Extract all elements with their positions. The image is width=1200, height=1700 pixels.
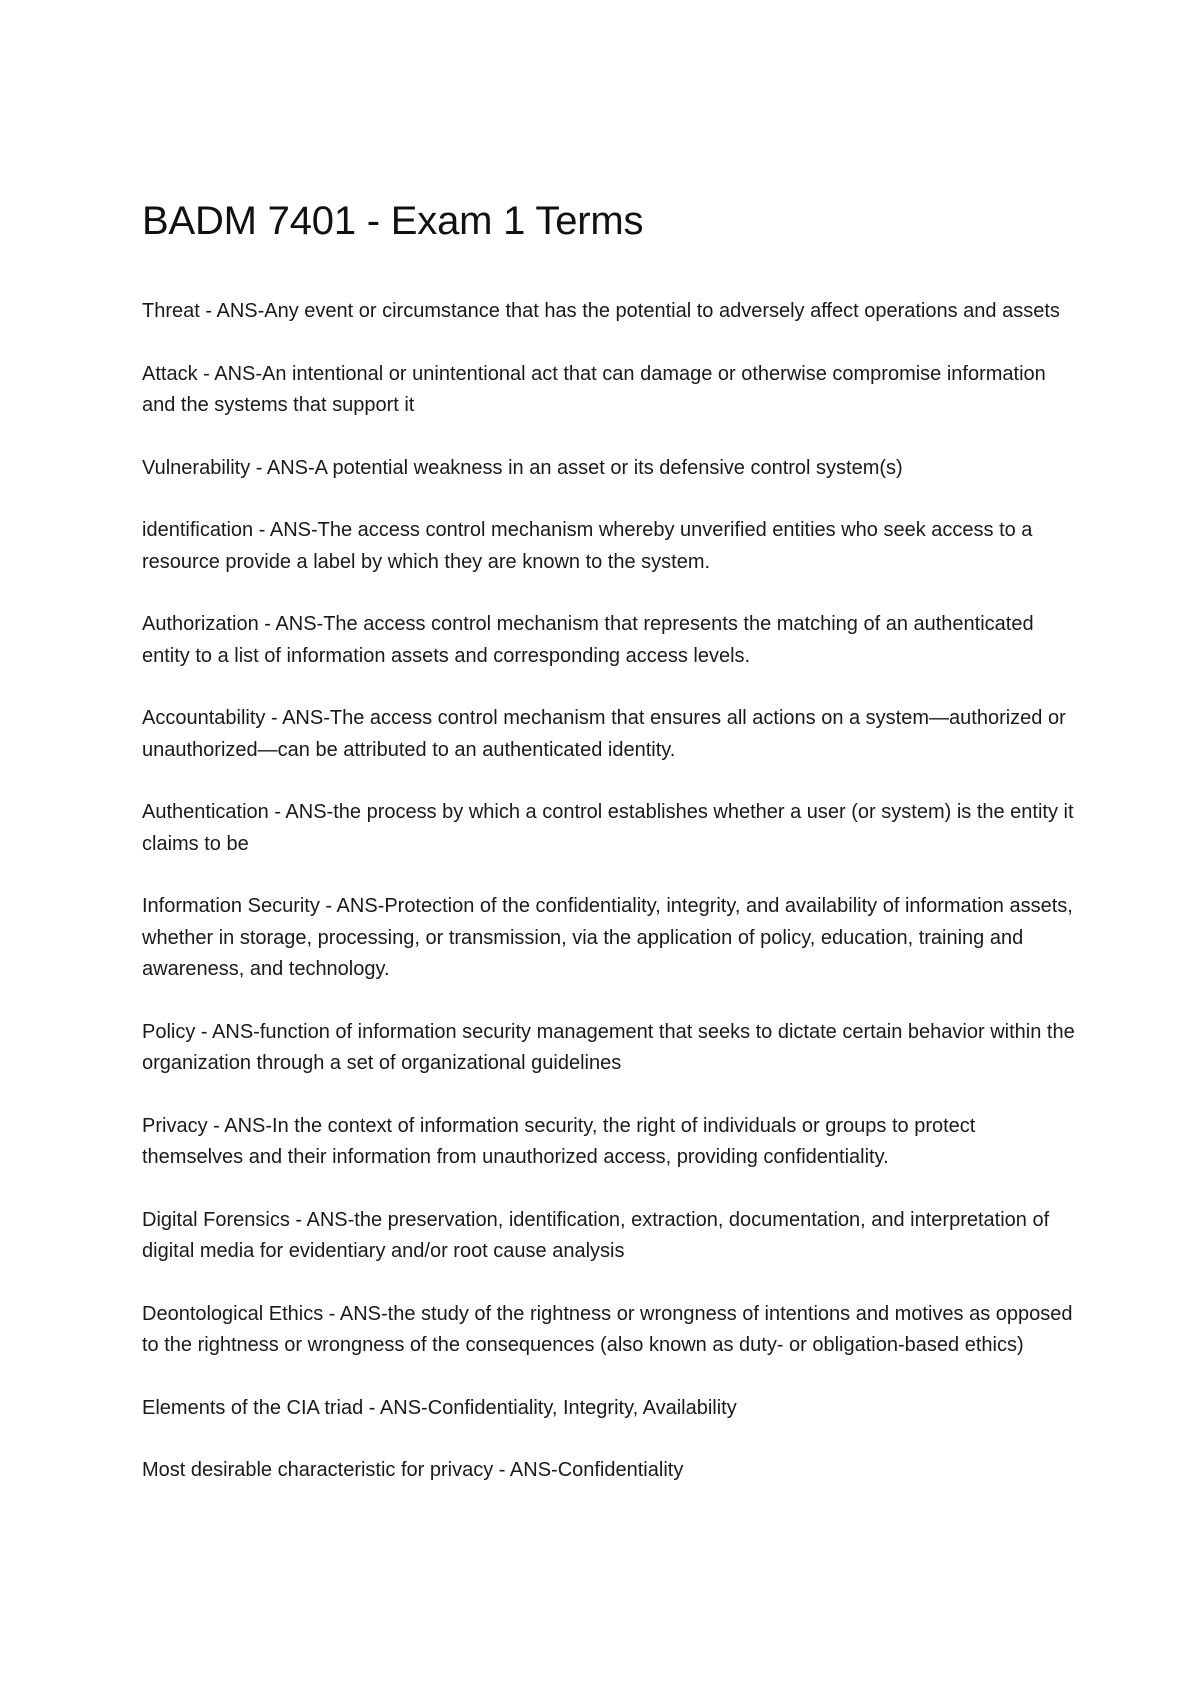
term-separator: - ANS- [265, 707, 330, 729]
term-definition: the process by which a control establishes whether a user (or system) is the entity it claims to be [142, 801, 1074, 855]
term-entry-threat [142, 296, 1082, 328]
term-definition: Confidentiality [557, 1459, 684, 1481]
term-name: Deontological Ethics [142, 1302, 324, 1325]
term-name: Most desirable characteristic for privacy [142, 1459, 494, 1481]
term-definition: The access control mechanism that ensures all actions on a system—authorized or unauthorized—can be attributed to an authenticated identity. [142, 707, 1066, 761]
term-name: Information Security [142, 895, 320, 917]
term-name: Privacy [142, 1114, 208, 1137]
term-name: identification [142, 519, 254, 541]
term-separator: - ANS- [258, 613, 324, 635]
term-definition: function of information security management that seeks to dictate certain behavior within the organization through a set of organizational guidelines [142, 1020, 1075, 1074]
term-separator: - ANS- [195, 1020, 260, 1043]
term-separator: - ANS- [289, 1208, 355, 1231]
term-name: Policy [142, 1020, 196, 1043]
term-definition: The access control mechanism that represents the matching of an authenticated entity to a list of information assets and corresponding access levels. [142, 613, 1034, 667]
term-entry-privacy [142, 1111, 1082, 1174]
term-name: Vulnerability [142, 456, 251, 479]
term-entry-digital-forensics [142, 1205, 1082, 1268]
term-entry-privacy-characteristic [142, 1455, 1082, 1487]
term-definition: the preservation, identification, extraction, documentation, and interpretation of digital media for evidentiary and/or root cause analysis [142, 1208, 1050, 1262]
term-definition: the study of the rightness or wrongness of intentions and motives as opposed to the rightness or wrongness of the consequences (also known as duty- or obligation-based ethics) [142, 1302, 1073, 1356]
term-name: Digital Forensics [142, 1208, 290, 1231]
document-title: BADM 7401 - Exam 1 Terms [142, 199, 644, 243]
term-name: Threat [142, 300, 200, 322]
term-entry-authentication [142, 797, 1082, 860]
term-separator: - ANS- [253, 519, 318, 541]
term-entry-deontological-ethics [142, 1299, 1082, 1362]
term-list [142, 296, 1082, 1487]
term-definition: The access control mechanism whereby unverified entities who seek access to a resource provide a label by which they are known to the system. [142, 519, 1033, 573]
document-page [142, 198, 1082, 1518]
term-definition: In the context of information security, the right of individuals or groups to protect themselves and their information from unauthorized access, providing confidentiality. [142, 1114, 976, 1168]
term-separator: - ANS- [268, 801, 334, 823]
term-separator: - ANS- [493, 1459, 558, 1481]
term-separator: - ANS- [207, 1114, 273, 1137]
term-definition: Confidentiality, Integrity, Availability [427, 1396, 737, 1419]
term-separator: - ANS- [197, 362, 263, 385]
term-definition: A potential weakness in an asset or its defensive control system(s) [314, 456, 903, 479]
term-entry-cia-triad [142, 1393, 1082, 1425]
term-separator: - ANS- [199, 300, 265, 322]
term-name: Attack [142, 362, 198, 385]
term-definition: Any event or circumstance that has the potential to adversely affect operations and assets [264, 300, 1060, 322]
term-entry-identification [142, 515, 1082, 578]
term-definition: An intentional or unintentional act that can damage or otherwise compromise information and the systems that support it [142, 362, 1046, 416]
term-separator: - ANS- [319, 895, 385, 917]
term-name: Authentication [142, 801, 269, 823]
term-separator: - ANS- [363, 1396, 428, 1419]
term-definition: Protection of the confidentiality, integrity, and availability of information assets, whether in storage, processing, or transmission, via the application of policy, education, training and awareness, and technology. [142, 895, 1073, 980]
term-entry-information-security [142, 891, 1082, 986]
term-entry-vulnerability [142, 453, 1082, 485]
term-name: Authorization [142, 613, 259, 635]
term-entry-policy [142, 1017, 1082, 1080]
term-name: Elements of the CIA triad [142, 1396, 364, 1419]
term-separator: - ANS- [323, 1302, 388, 1325]
term-entry-authorization [142, 609, 1082, 672]
term-entry-accountability [142, 703, 1082, 766]
term-entry-attack [142, 359, 1082, 422]
term-name: Accountability [142, 707, 266, 729]
term-separator: - ANS- [250, 456, 315, 479]
